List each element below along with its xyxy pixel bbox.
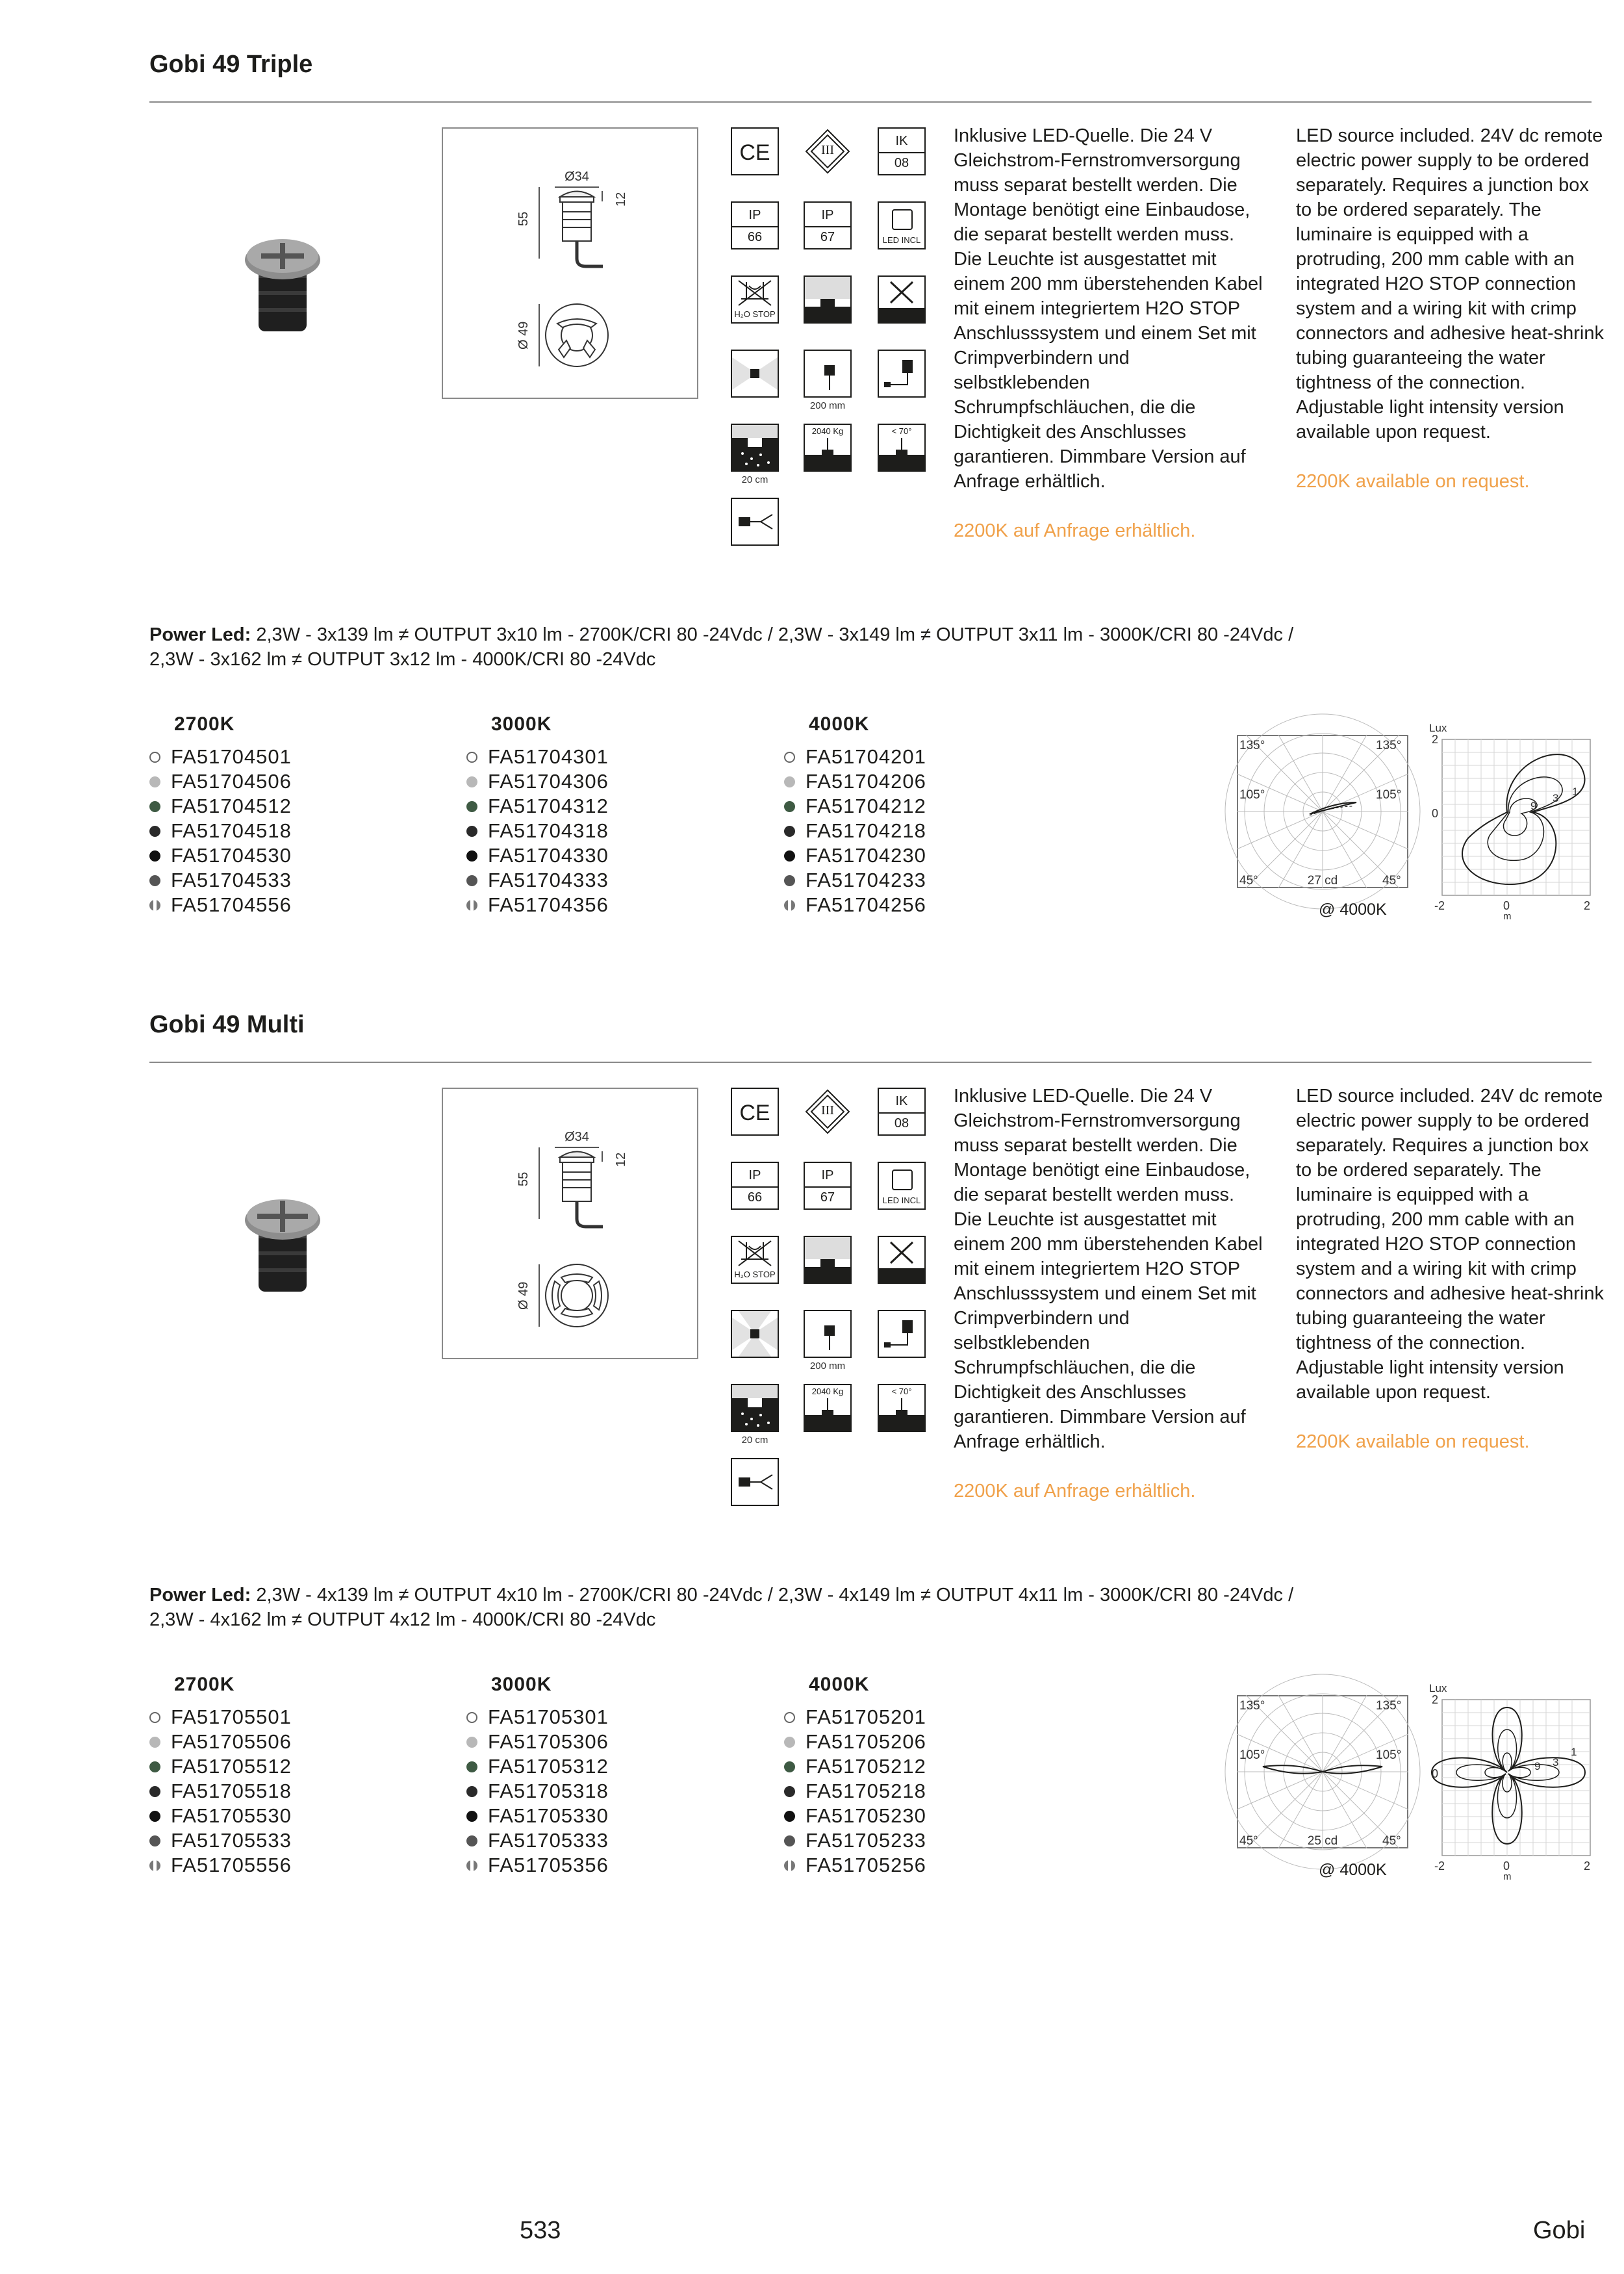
product-code: FA51704333 [466,868,609,893]
polar-diagram [1237,735,1408,888]
finish-green-icon [149,1761,160,1772]
wiring-kit-icon [731,498,779,546]
ip66-icon: IP 66 [731,201,779,249]
finish-green-icon [466,1761,477,1772]
finish-grey-icon [149,875,160,886]
finish-corten-icon [466,1860,477,1871]
finish-green-icon [466,801,477,812]
depth-label: 20 cm [741,1435,768,1446]
finish-white-icon [149,752,160,763]
drive-over-load-icon: 2040 Kg [804,424,852,472]
drive-over-load-icon: 2040 Kg [804,1384,852,1432]
svg-text:3: 3 [1553,1756,1559,1769]
code-list-3000k [466,1705,609,1878]
finish-white-icon [149,1712,160,1723]
cable-length-icon [804,1310,852,1358]
recessed-floor-icon [804,1236,852,1284]
finish-black-icon [149,1811,160,1822]
product-code: FA51705306 [466,1730,609,1754]
description-german [954,123,1265,543]
certification-icons [731,127,939,556]
note-english: 2200K available on request. [1296,471,1530,492]
description-english-text: LED source included. 24V dc remote electric power supply to be ordered separately. Requires a junction box to be ordered separately. The luminaire is equipped with a protruding, 200 mm cable with an integrated H2O STOP connection system and a wiring kit with crimp connectors and adhesive heat-shrink tubing guaranteeing the water tightness of the connection. Adjustable light intensity version available upon request. [1296,125,1604,442]
finish-anthracite-icon [466,826,477,837]
finish-corten-icon [784,1860,795,1871]
dim-diameter-top: Ø34 [565,1130,589,1144]
finish-silver-icon [784,776,795,787]
product-code: FA51704218 [784,819,926,843]
svg-text:2: 2 [1432,733,1439,746]
svg-text:Lux: Lux [1429,722,1447,734]
description-german-text: Inklusive LED-Quelle. Die 24 V Gleichstrom-Fernstromversorgung muss separat bestellt werden. Die Montage benötigt eine Einbaudose, die separat bestellt werden muss. Die Leuchte ist ausgestattet mit einem 200 mm überstehenden Kabel mit einem integriertem H2O STOP Anschlusssystem und einem Set mit Crimpverbindern und selbstklebenden Schrumpfschläuchen, die die Dichtigkeit des Anschlusses garantieren. Dimmbare Version auf Anfrage erhältlich. [954,125,1263,492]
ip67-icon: IP 67 [804,1162,852,1210]
note-german: 2200K auf Anfrage erhältlich. [954,1481,1196,1501]
finish-silver-icon [784,1737,795,1748]
finish-white-icon [784,1712,795,1723]
svg-text:1: 1 [1572,786,1579,798]
ip66-icon: IP 66 [731,1162,779,1210]
dimension-drawing [442,1088,698,1359]
ce-mark-icon: CE [731,127,779,175]
polar-diagram [1237,1695,1408,1848]
svg-text:1: 1 [1571,1746,1577,1758]
svg-text:9: 9 [1530,800,1537,812]
product-code: FA51704506 [149,769,292,794]
product-code: FA51705218 [784,1779,926,1804]
code-list-3000k [466,745,609,917]
svg-text:135°: 135° [1239,1699,1265,1713]
product-code: FA51704201 [784,745,926,769]
product-code: FA51705312 [466,1754,609,1779]
product-photo [234,1175,331,1311]
product-code: FA51704306 [466,769,609,794]
description-english-text: LED source included. 24V dc remote electric power supply to be ordered separately. Requires a junction box to be ordered separately. The luminaire is equipped with a protruding, 200 mm cable with an integrated H2O STOP connection system and a wiring kit with crimp connectors and adhesive heat-shrink tubing guaranteeing the water tightness of the connection. Adjustable light intensity version available upon request. [1296,1086,1604,1403]
finish-black-icon [784,850,795,862]
ce-mark-icon: CE [731,1088,779,1136]
svg-text:m: m [1503,1871,1512,1882]
power-specs [149,1583,1579,1632]
description-english [1296,123,1608,494]
product-code: FA51705501 [149,1705,292,1730]
product-code: FA51705212 [784,1754,926,1779]
column-head-2700k: 2700K [174,1674,235,1695]
svg-text:2: 2 [1584,899,1591,912]
finish-corten-icon [149,900,160,911]
recessed-floor-icon [804,275,852,324]
certification-icons [731,1088,939,1516]
finish-grey-icon [149,1835,160,1846]
connector-icon [878,1310,926,1358]
finish-silver-icon [466,1737,477,1748]
product-code: FA51705530 [149,1804,292,1828]
svg-text:105°: 105° [1376,1748,1402,1762]
installation-depth-icon [731,424,779,472]
finish-black-icon [466,1811,477,1822]
svg-text:45°: 45° [1382,1834,1401,1848]
finish-green-icon [149,801,160,812]
product-section-triple [0,0,1624,962]
product-code: FA51704533 [149,868,292,893]
svg-text:135°: 135° [1376,1699,1402,1713]
description-english [1296,1084,1608,1454]
product-code: FA51705512 [149,1754,292,1779]
svg-text:45°: 45° [1239,1834,1258,1848]
cable-length-label: 200 mm [809,400,846,411]
power-specs [149,622,1579,672]
svg-text:m: m [1503,911,1512,922]
product-code: FA51704256 [784,893,926,917]
product-code: FA51705506 [149,1730,292,1754]
illuminance-diagram [1423,1681,1592,1882]
polar-caption: @ 4000K [1319,901,1387,919]
finish-black-icon [149,850,160,862]
finish-anthracite-icon [149,826,160,837]
collection-name: Gobi [1533,2217,1586,2244]
svg-text:135°: 135° [1376,739,1402,752]
product-code: FA51705333 [466,1828,609,1853]
product-code: FA51705301 [466,1705,609,1730]
page-number: 533 [520,2217,561,2244]
product-code: FA51704356 [466,893,609,917]
finish-corten-icon [784,900,795,911]
dim-height: 55 [516,211,531,226]
product-code: FA51705233 [784,1828,926,1853]
column-head-4000k: 4000K [809,1674,870,1695]
installation-depth-icon [731,1384,779,1432]
product-code: FA51705356 [466,1853,609,1878]
product-code: FA51705201 [784,1705,926,1730]
power-line-1: 2,3W - 4x139 lm ≠ OUTPUT 4x10 lm - 2700K/CRI 80 -24Vdc / 2,3W - 4x149 lm ≠ OUTPUT 4x11 lm - 3000K/CRI 80 -24Vdc / [256,1585,1294,1605]
svg-text:0: 0 [1503,899,1510,912]
product-code: FA51704501 [149,745,292,769]
dim-diameter-bottom: Ø 49 [516,321,531,350]
finish-grey-icon [784,875,795,886]
svg-text:45°: 45° [1382,874,1401,888]
finish-corten-icon [149,1860,160,1871]
not-coverable-icon [878,1236,926,1284]
finish-white-icon [466,1712,477,1723]
finish-anthracite-icon [784,1786,795,1797]
code-list-4000k [784,1705,926,1878]
finish-black-icon [784,1811,795,1822]
cable-length-label: 200 mm [809,1361,846,1372]
note-german: 2200K auf Anfrage erhältlich. [954,520,1196,541]
finish-corten-icon [466,900,477,911]
product-code: FA51705556 [149,1853,292,1878]
product-code: FA51704518 [149,819,292,843]
svg-text:0: 0 [1432,807,1439,820]
finish-white-icon [784,752,795,763]
depth-label: 20 cm [741,474,768,485]
product-code: FA51704330 [466,843,609,868]
svg-text:2: 2 [1584,1859,1591,1872]
product-code: FA51705518 [149,1779,292,1804]
ik-rating-icon: IK 08 [878,1088,926,1136]
svg-text:45°: 45° [1239,874,1258,888]
finish-green-icon [784,801,795,812]
product-code: FA51704233 [784,868,926,893]
product-code: FA51704530 [149,843,292,868]
finish-grey-icon [466,1835,477,1846]
svg-text:105°: 105° [1376,788,1402,802]
product-code: FA51704312 [466,794,609,819]
ik-rating-icon: IK 08 [878,127,926,175]
power-line-1: 2,3W - 3x139 lm ≠ OUTPUT 3x10 lm - 2700K/CRI 80 -24Vdc / 2,3W - 3x149 lm ≠ OUTPUT 3x11 lm - 3000K/CRI 80 -24Vdc / [256,624,1294,645]
finish-black-icon [466,850,477,862]
svg-text:2: 2 [1432,1693,1439,1706]
product-code: FA51704512 [149,794,292,819]
finish-white-icon [466,752,477,763]
svg-text:27 cd: 27 cd [1307,874,1338,888]
cable-length-icon [804,350,852,398]
polar-caption: @ 4000K [1319,1861,1387,1879]
product-title: Gobi 49 Multi [149,1011,305,1038]
svg-text:-2: -2 [1434,899,1445,912]
product-code: FA51705330 [466,1804,609,1828]
finish-anthracite-icon [149,1786,160,1797]
finish-green-icon [784,1761,795,1772]
product-code: FA51705256 [784,1853,926,1878]
svg-text:25 cd: 25 cd [1307,1834,1338,1848]
svg-text:0: 0 [1432,1767,1439,1780]
surface-temperature-icon: < 70° [878,1384,926,1432]
svg-text:135°: 135° [1239,739,1265,752]
column-head-2700k: 2700K [174,713,235,735]
illuminance-diagram [1423,721,1592,922]
h2o-stop-icon: H₂O STOP [731,275,779,324]
power-label: Power Led: [149,624,251,645]
note-english: 2200K available on request. [1296,1431,1530,1452]
finish-anthracite-icon [466,1786,477,1797]
class-iii-icon: III [804,1088,852,1136]
code-list-2700k [149,745,292,917]
product-section-multi [0,960,1624,1922]
finish-grey-icon [466,875,477,886]
description-german-text: Inklusive LED-Quelle. Die 24 V Gleichstrom-Fernstromversorgung muss separat bestellt werden. Die Montage benötigt eine Einbaudose, die separat bestellt werden muss. Die Leuchte ist ausgestattet mit einem 200 mm überstehenden Kabel mit einem integriertem H2O STOP Anschlusssystem und einem Set mit Crimpverbindern und selbstklebenden Schrumpfschläuchen, die die Dichtigkeit des Anschlusses garantieren. Dimmbare Version auf Anfrage erhältlich. [954,1086,1263,1452]
description-german [954,1084,1265,1503]
dim-cap: 12 [614,1152,628,1167]
surface-temperature-icon: < 70° [878,424,926,472]
ip67-icon: IP 67 [804,201,852,249]
dim-diameter-top: Ø34 [565,170,589,184]
power-line-2: 2,3W - 3x162 lm ≠ OUTPUT 3x12 lm - 4000K/CRI 80 -24Vdc [149,649,656,670]
product-code: FA51704212 [784,794,926,819]
finish-anthracite-icon [784,826,795,837]
h2o-stop-icon: H₂O STOP [731,1236,779,1284]
beam-direction-icon [731,350,779,398]
power-line-2: 2,3W - 4x162 lm ≠ OUTPUT 4x12 lm - 4000K/CRI 80 -24Vdc [149,1609,656,1630]
code-list-4000k [784,745,926,917]
product-code: FA51704206 [784,769,926,794]
product-code: FA51705318 [466,1779,609,1804]
dim-height: 55 [516,1171,531,1186]
finish-silver-icon [149,1737,160,1748]
not-coverable-icon [878,275,926,324]
product-code: FA51705533 [149,1828,292,1853]
finish-grey-icon [784,1835,795,1846]
product-photo [234,214,331,351]
beam-direction-icon [731,1310,779,1358]
product-title: Gobi 49 Triple [149,51,313,78]
product-code: FA51704318 [466,819,609,843]
svg-text:3: 3 [1553,792,1559,804]
product-code: FA51704556 [149,893,292,917]
product-code: FA51704230 [784,843,926,868]
code-list-2700k [149,1705,292,1878]
column-head-3000k: 3000K [491,1674,552,1695]
svg-text:9: 9 [1534,1760,1541,1772]
svg-text:-2: -2 [1434,1859,1445,1872]
finish-silver-icon [149,776,160,787]
column-head-3000k: 3000K [491,713,552,735]
product-code: FA51705230 [784,1804,926,1828]
section-divider [149,101,1592,103]
column-head-4000k: 4000K [809,713,870,735]
svg-text:Lux: Lux [1429,1682,1447,1694]
dimension-drawing [442,127,698,399]
power-label: Power Led: [149,1585,251,1605]
led-included-icon: LED INCL [878,1162,926,1210]
product-code: FA51704301 [466,745,609,769]
led-included-icon: LED INCL [878,201,926,249]
svg-text:0: 0 [1503,1859,1510,1872]
finish-silver-icon [466,776,477,787]
svg-text:105°: 105° [1239,788,1265,802]
wiring-kit-icon [731,1458,779,1506]
section-divider [149,1062,1592,1063]
class-iii-icon: III [804,127,852,175]
product-code: FA51705206 [784,1730,926,1754]
dim-cap: 12 [614,192,628,207]
connector-icon [878,350,926,398]
svg-text:105°: 105° [1239,1748,1265,1762]
dim-diameter-bottom: Ø 49 [516,1281,531,1310]
